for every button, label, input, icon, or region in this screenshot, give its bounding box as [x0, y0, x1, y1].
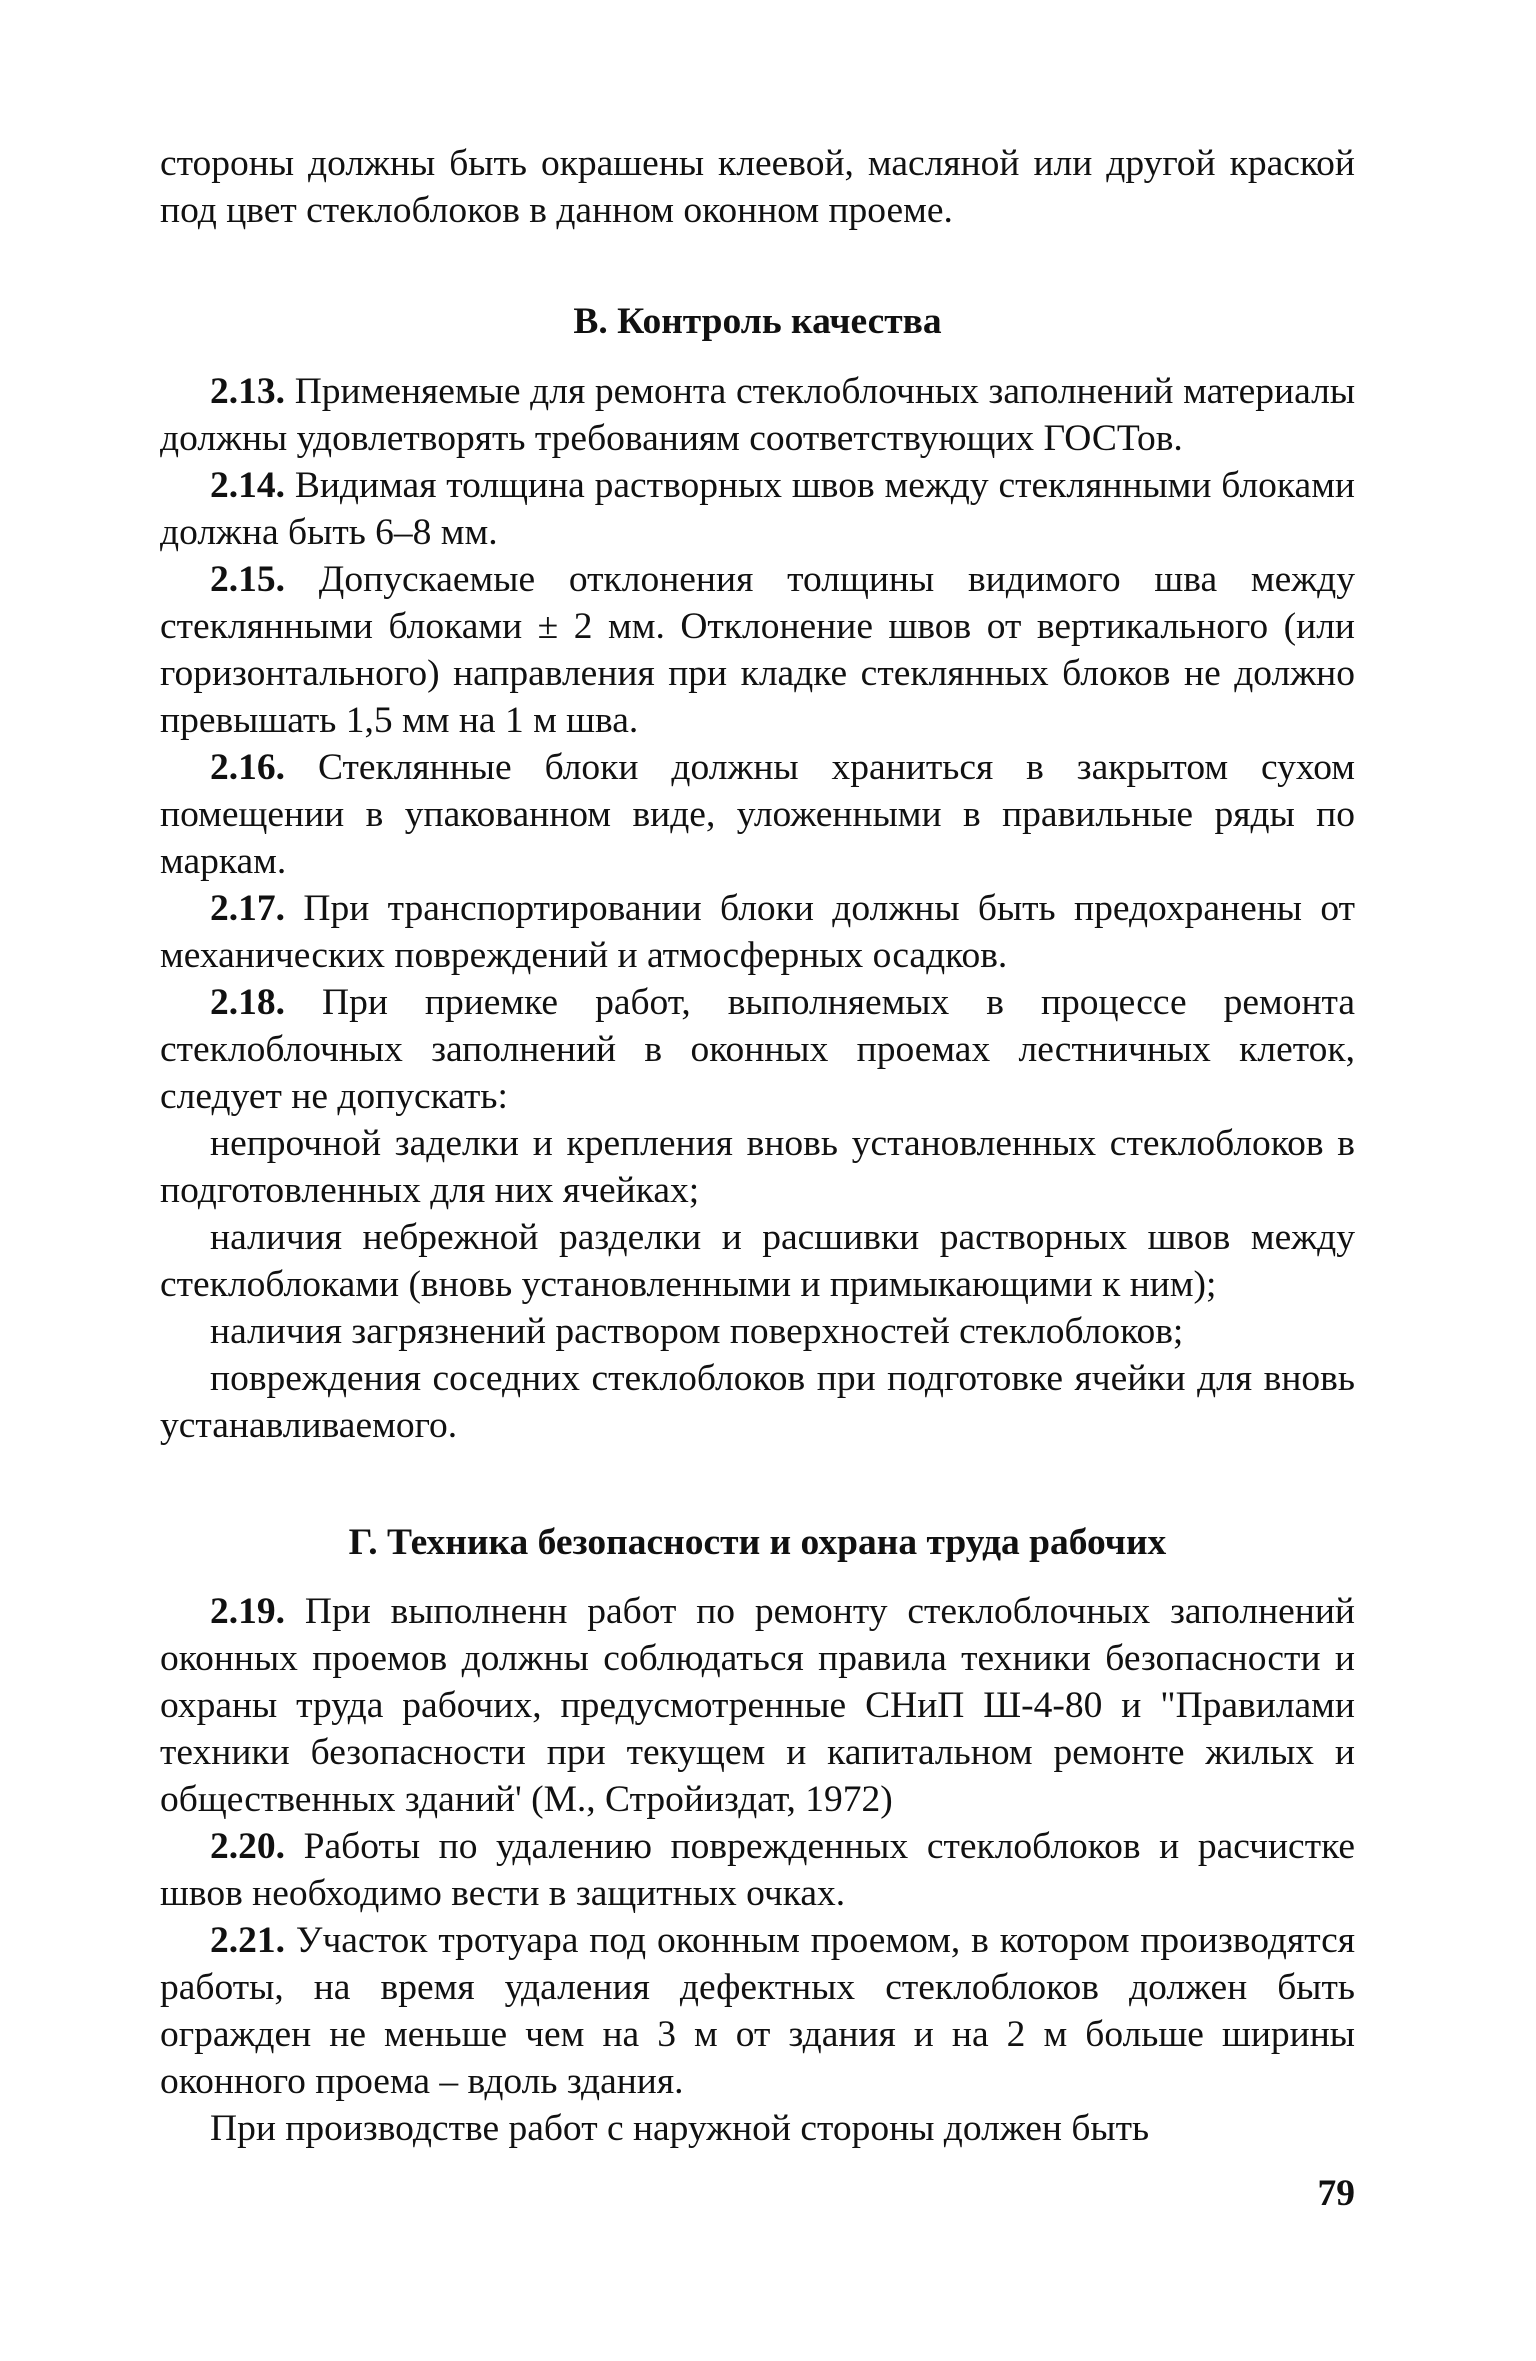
clause-number: 2.18.	[210, 982, 285, 1023]
clause-2-21	[160, 1917, 1355, 2105]
clause-number: 2.21.	[210, 1920, 285, 1961]
section-v-heading: В. Контроль качества	[573, 301, 942, 342]
clause-number: 2.15.	[210, 559, 285, 600]
clause-2-18-item: непрочной заделки и крепления вновь установленных стеклоблоков в подготовленных для них ячейках;	[160, 1123, 1355, 1211]
clause-text: Видимая толщина растворных швов между стеклянными блоками должна быть 6–8 мм.	[160, 465, 1355, 553]
clause-2-18-item: наличия загрязнений раствором поверхностей стеклоблоков;	[210, 1311, 1184, 1352]
clause-text: Участок тротуара под оконным проемом, в котором производятся работы, на время удаления дефектных стеклоблоков должен быть огражден не меньше чем на 3 м от здания и на 2 м больше ширины оконного проема – вдоль здания.	[160, 1920, 1355, 2102]
clause-text: При выполненн работ по ремонту стеклоблочных заполнений оконных проемов должны соблюдаться правила техники безопасности и охраны труда рабочих, предусмотренные СНиП Ш-4-80 и "Правилами техники безопасности при текущем и капитальном ремонте жилых и общественных зданий' (М., Стройиздат, 1972)	[160, 1591, 1356, 1820]
clause-text: Допускаемые отклонения толщины видимого шва между стеклянными блоками ± 2 мм. Отклонение швов от вертикального (или горизонтального) направления при кладке стеклянных блоков не должно превышать 1,5 мм на 1 м шва.	[160, 559, 1355, 741]
clause-number: 2.13.	[210, 371, 285, 412]
clause-2-13	[160, 368, 1355, 462]
clause-text: Применяемые для ремонта стеклоблочных заполнений материалы должны удовлетворять требованиям соответствующих ГОСТов.	[160, 371, 1356, 459]
clause-text: Стеклянные блоки должны храниться в закрытом сухом помещении в упакованном виде, уложенными в правильные ряды по маркам.	[160, 747, 1356, 882]
clause-number: 2.20.	[210, 1826, 285, 1867]
clause-2-16	[160, 744, 1355, 885]
clause-2-17	[160, 885, 1355, 979]
clause-text: При транспортировании блоки должны быть предохранены от механических повреждений и атмосферных осадков.	[160, 888, 1355, 976]
clause-2-20	[160, 1823, 1355, 1917]
section-g-heading: Г. Техника безопасности и охрана труда рабочих	[348, 1522, 1167, 1563]
clause-text: Работы по удалению поврежденных стеклоблоков и расчистке швов необходимо вести в защитных очках.	[160, 1826, 1356, 1914]
clause-2-19	[160, 1588, 1355, 1823]
clause-number: 2.14.	[210, 465, 285, 506]
clause-2-18	[160, 979, 1355, 1120]
clause-number: 2.16.	[210, 747, 285, 788]
clause-number: 2.17.	[210, 888, 285, 929]
intro-paragraph: стороны должны быть окрашены клеевой, масляной или другой краской под цвет стеклоблоков в данном оконном проеме.	[160, 143, 1355, 231]
clause-2-15	[160, 556, 1355, 744]
clause-2-18-item: наличия небрежной разделки и расшивки растворных швов между стеклоблоками (вновь установленными и примыкающими к ним);	[160, 1217, 1355, 1305]
clause-2-18-item: повреждения соседних стеклоблоков при подготовке ячейки для вновь устанавливаемого.	[160, 1358, 1355, 1446]
clause-2-14	[160, 462, 1355, 556]
last-paragraph: При производстве работ с наружной стороны должен быть	[210, 2108, 1150, 2149]
clause-number: 2.19.	[210, 1591, 285, 1632]
page-body	[160, 140, 1355, 2152]
clause-text: При приемке работ, выполняемых в процессе ремонта стеклоблочных заполнений в оконных проемах лестничных клеток, следует не допускать:	[160, 982, 1356, 1117]
page-number: 79	[1317, 2173, 1355, 2214]
